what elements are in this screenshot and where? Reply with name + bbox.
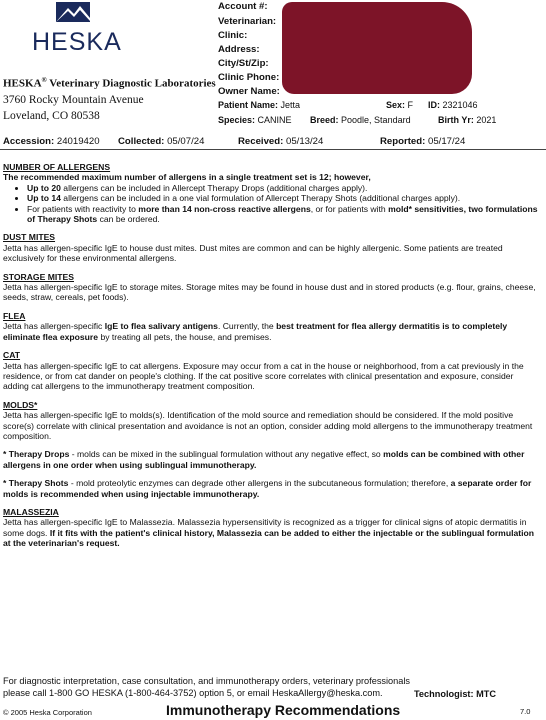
- allergens-list: [3, 183, 541, 225]
- header-divider: [0, 149, 546, 150]
- received-date: Received: 05/13/24: [238, 136, 324, 147]
- document-title: Immunotherapy Recommendations: [166, 702, 401, 718]
- dust-mites-text: Jetta has allergen-specific IgE to house dust mites. Dust mites are common and can be highly allergenic. Some patients are treated exclusively for these environmental allergens.: [3, 242, 503, 264]
- lab-street: 3760 Rocky Mountain Avenue: [3, 94, 144, 106]
- owner-name-label: Owner Name:: [218, 86, 280, 97]
- veterinarian-label: Veterinarian:: [218, 16, 277, 27]
- list-item: • Up to 20 allergens can be included in Allercept Therapy Drops (additional charges apply).: [27, 183, 541, 193]
- address-label: Address:: [218, 44, 260, 55]
- lab-name: HESKA® Veterinary Diagnostic Laboratories: [3, 76, 216, 90]
- reported-date: Reported: 05/17/24: [380, 136, 466, 147]
- patient-sex: Sex: F: [386, 100, 414, 110]
- therapy-shots-note: * Therapy Shots - mold proteolytic enzymes can degrade other allergens in the subcutaneous formulation; therefore, a separate order for molds is recommended when using injectable immunotherapy.: [3, 478, 532, 499]
- malassezia-title: MALASSEZIA: [3, 506, 59, 517]
- clinic-label: Clinic:: [218, 30, 248, 41]
- account-label: Account #:: [218, 1, 268, 12]
- molds-title: MOLDS*: [3, 399, 38, 410]
- technologist: Technologist: MTC: [414, 689, 496, 699]
- allergens-intro: The recommended maximum number of allergens in a single treatment set is 12; however,: [3, 172, 371, 183]
- heska-logo: HESKA: [32, 28, 122, 56]
- cat-title: CAT: [3, 350, 21, 361]
- footer-contact-line1: For diagnostic interpretation, case consultation, and immunotherapy orders, veterinary professionals: [3, 676, 411, 686]
- copyright: © 2005 Heska Corporation: [3, 708, 92, 717]
- patient-name: Patient Name: Jetta: [218, 100, 301, 110]
- city-label: City/St/Zip:: [218, 58, 269, 69]
- storage-mites-title: STORAGE MITES: [3, 271, 74, 282]
- patient-breed: Breed: Poodle, Standard: [310, 115, 411, 125]
- footer-contact-line2: please call 1-800 GO HESKA (1-800-464-3752) option 5, or email HeskaAllergy@heska.com.: [3, 688, 383, 698]
- flea-title: FLEA: [3, 310, 26, 321]
- flea-text: Jetta has allergen-specific IgE to flea salivary antigens. Currently, the best treatment for flea allergy dermatitis is to completely eliminate flea exposure by treating all pets, the house, and premises.: [3, 321, 508, 342]
- list-item: • For patients with reactivity to more than 14 non-cross reactive allergens, or for patients with mold* sensitivities, two formulations of Therapy Shots can be ordered.: [27, 204, 541, 225]
- therapy-drops-note: * Therapy Drops - molds can be mixed in the sublingual formulation without any negative effect, so molds can be combined with other allergens in one order when using sublingual immunotherapy.: [3, 449, 525, 470]
- allergens-title: NUMBER OF ALLERGENS: [3, 162, 111, 172]
- molds-text: Jetta has allergen-specific IgE to molds(s). Identification of the mold source and remediation should be considered. If the mold positive score(s) correlate with clinical presentation and avoidance is not an option, consider adding mold allergens to the immunotherapy treatment composition.: [3, 410, 533, 441]
- storage-mites-text: Jetta has allergen-specific IgE to storage mites. Storage mites may be found in house dust and in stored products (e.g. flour, grains, cheese, seeds, straw, cereals, pet foods).: [3, 282, 536, 303]
- clinic-phone-label: Clinic Phone:: [218, 72, 280, 83]
- patient-id: ID: 2321046: [428, 100, 478, 110]
- patient-birth-year: Birth Yr: 2021: [438, 115, 497, 125]
- report-body: [3, 162, 541, 549]
- redaction-block: [282, 2, 472, 94]
- lab-city: Loveland, CO 80538: [3, 110, 100, 122]
- patient-species: Species: CANINE: [218, 115, 292, 125]
- accession: Accession: 24019420: [3, 136, 100, 147]
- dust-mites-title: DUST MITES: [3, 232, 56, 243]
- cat-text: Jetta has allergen-specific IgE to cat allergens. Exposure may occur from a cat in the house or neighborhood, from a cat previously in the residence, or from cat dander on people's clothing. If the cat positive score correlates with clinical presentation and exposure, consider adding cat allergens to the immunotherapy treatment composition.: [3, 360, 524, 392]
- version: 7.0: [520, 707, 531, 716]
- list-item: • Up to 14 allergens can be included in a one vial formulation of Allercept Therapy Shots (additional charges apply).: [27, 193, 541, 203]
- collected-date: Collected: 05/07/24: [118, 136, 205, 147]
- mountain-icon: [56, 2, 90, 22]
- malassezia-text: Jetta has allergen-specific IgE to Malassezia. Malassezia hypersensitivity is recognized as a trigger for clinical signs of atopic dermatitis in some dogs. If it fits with the patient's clinical history, Malassezia can be added to either the injectable or the sublingual formulation at the veterinarian's request.: [3, 517, 534, 549]
